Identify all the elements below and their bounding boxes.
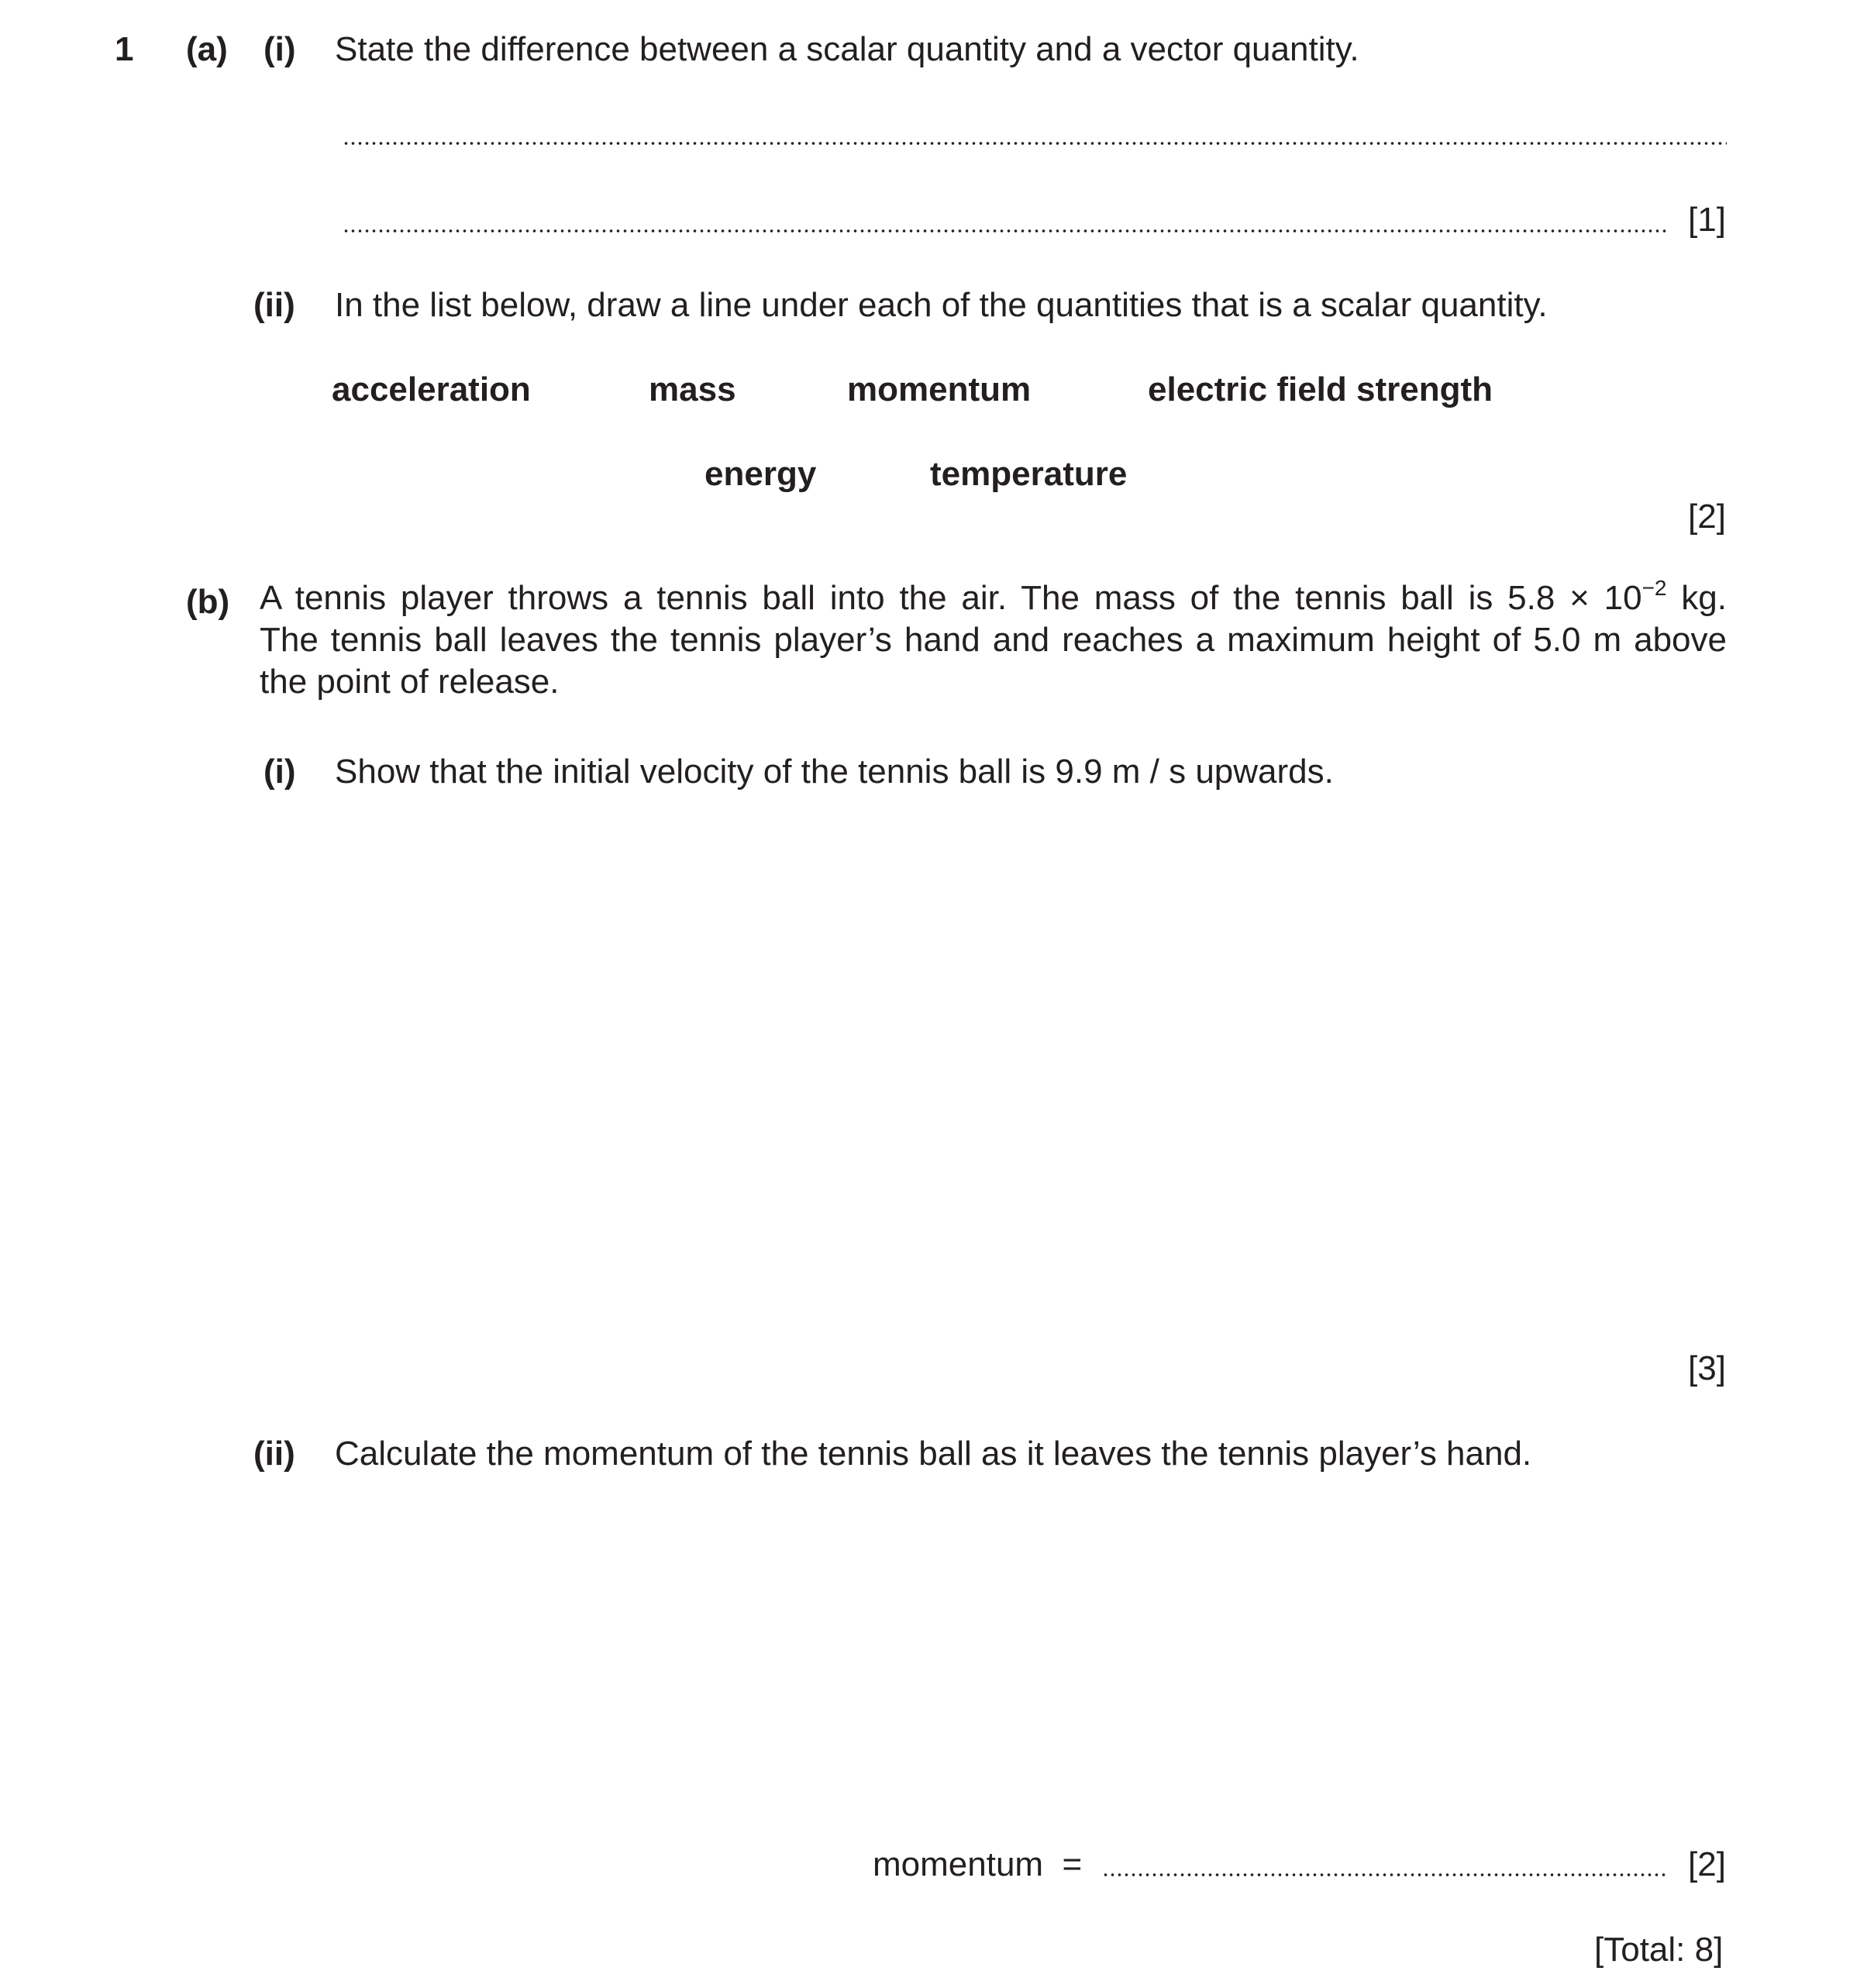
quantity-electric-field-strength[interactable]: electric field strength	[1148, 370, 1493, 408]
part-a-ii-mark: [2]	[1688, 498, 1726, 536]
part-b-stem-rest: The tennis ball leaves the tennis player’s hand and reaches a maximum height of 5.0 m above the point of release.	[260, 621, 1727, 701]
question-number: 1	[115, 30, 134, 68]
quantity-mass[interactable]: mass	[649, 370, 736, 408]
quantity-acceleration[interactable]: acceleration	[332, 370, 531, 408]
part-a-ii-prompt: In the list below, draw a line under each of the quantities that is a scalar quantity.	[335, 286, 1548, 324]
part-b-i-prompt: Show that the initial velocity of the tennis ball is 9.9 m / s upwards.	[335, 753, 1334, 791]
answer-line-1[interactable]	[343, 142, 1727, 145]
part-b-ii-mark: [2]	[1688, 1845, 1726, 1883]
part-b-stem	[260, 577, 1727, 703]
quantity-temperature[interactable]: temperature	[930, 455, 1128, 493]
part-a-i-label: (i)	[264, 30, 296, 68]
part-a-i-prompt: State the difference between a scalar quantity and a vector quantity.	[335, 30, 1359, 68]
part-b-label: (b)	[186, 583, 230, 621]
part-b-i-label: (i)	[264, 753, 296, 791]
quantity-energy[interactable]: energy	[704, 455, 817, 493]
total-marks: [Total: 8]	[1594, 1931, 1724, 1969]
part-b-i-mark: [3]	[1688, 1349, 1726, 1387]
momentum-answer-label: momentum =	[873, 1845, 1083, 1883]
part-b-ii-label: (ii)	[253, 1435, 295, 1473]
momentum-answer-line[interactable]	[1102, 1873, 1666, 1876]
part-a-i-mark: [1]	[1688, 201, 1726, 239]
answer-line-2[interactable]	[343, 229, 1666, 233]
part-a-label: (a)	[186, 30, 228, 68]
working-space-b-ii[interactable]	[335, 1488, 1727, 1829]
part-a-ii-label: (ii)	[253, 286, 295, 324]
quantity-momentum[interactable]: momentum	[847, 370, 1032, 408]
part-b-stem-line1: A tennis player throws a tennis ball into the air. The mass of the tennis ball is $5.8 \times 10^{-2}$ kg.	[260, 576, 1728, 617]
working-space-b-i[interactable]	[335, 806, 1727, 1333]
part-b-ii-prompt: Calculate the momentum of the tennis ball as it leaves the tennis player’s hand.	[335, 1435, 1532, 1473]
